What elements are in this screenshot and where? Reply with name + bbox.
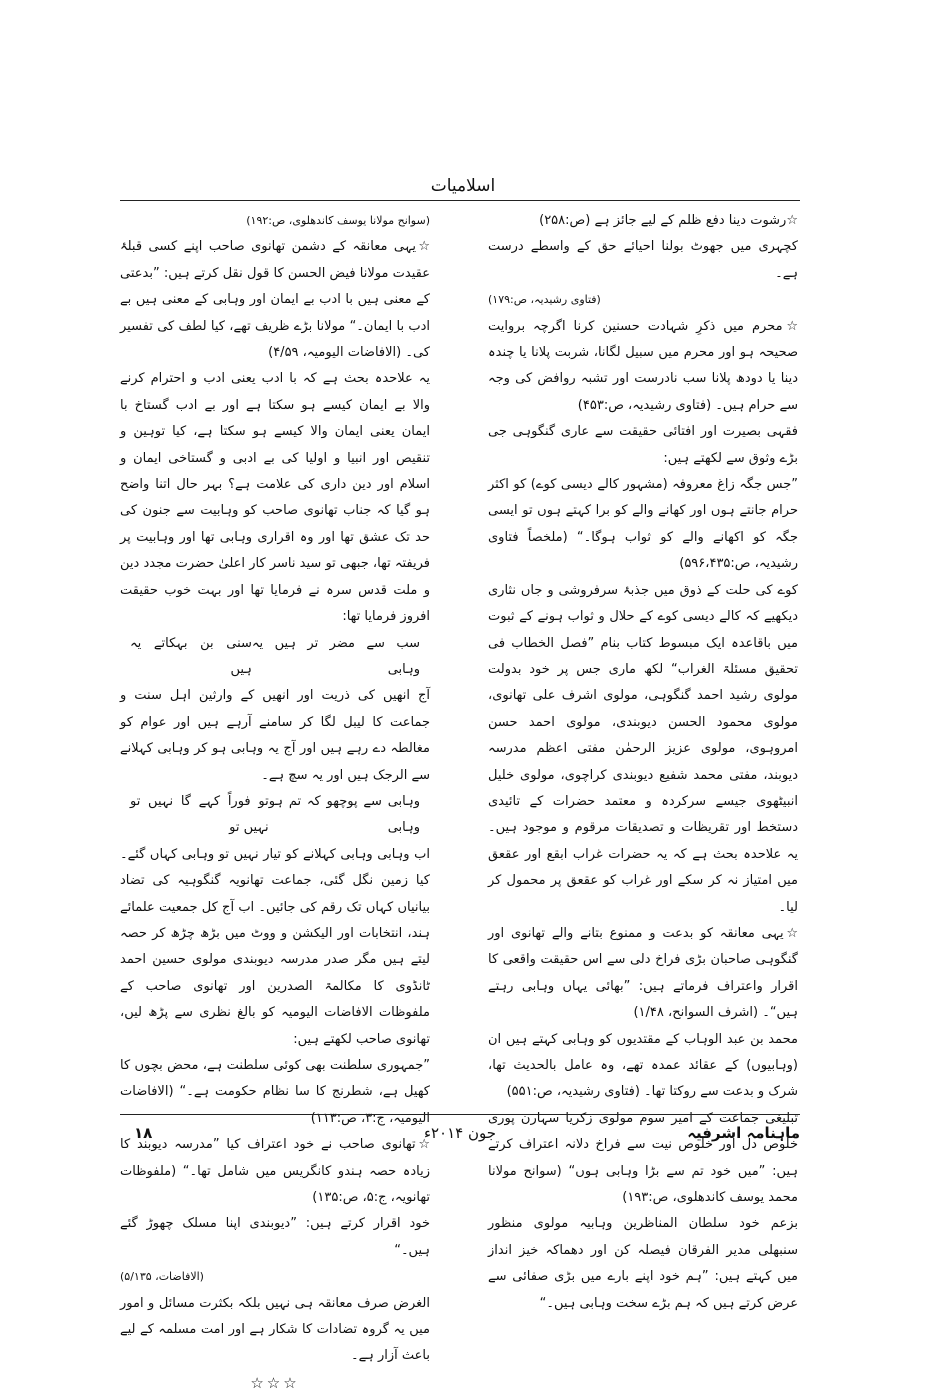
right-paragraph: ☆رشوت دینا دفع ظلم کے لیے جائز ہے (ص:۲۵۸) bbox=[539, 213, 798, 228]
left-quote: ”جمہوری سلطنت بھی کوئی سلطنت ہے، محض بچوں کا کھیل ہے، شطرنج کا سا نظام حکومت ہے۔“ (الافاضات الیومیہ، ج:۳، ص:۱۱۳) bbox=[120, 1058, 430, 1126]
couplet-second-hemistich: سنی بن بہکاتے یہ ہیں bbox=[130, 635, 252, 677]
left-paragraph: ☆یہی معانقہ کے دشمن تھانوی صاحب اپنے کسی قبلۂ عقیدت مولانا فیض الحسن کا قول نقل کرتے ہیں: ”بدعتی کے معنی ہیں با ادب بے ایمان اور وہابی کے معنی ہیں بے ادب با ایمان۔“ مولانا بڑے ظریف تھے، کیا لطف کی تفسیر کی۔ (الافاضات الیومیہ، ۴/۵۹) bbox=[120, 239, 430, 361]
right-paragraph: تبلیغی جماعت کے امیر سوم مولوی زکریا سہارن پوری خلوص دل اور خلوص نیت سے فراخ دلانہ اعتراف کرتے ہیں: ”میں خود تم سے بڑا وہابی ہوں“ (سوانح مولانا محمد یوسف کاندھلوی، ص:۱۹۳) bbox=[488, 1110, 798, 1206]
left-citation: (الافاضات، ۵/۱۳۵) bbox=[120, 1270, 204, 1284]
left-top-citation: (سوانح مولانا یوسف کاندھلوی، ص:۱۹۲) bbox=[246, 214, 430, 227]
right-paragraph: ☆یہی معانقہ کو بدعت و ممنوع بتانے والے تھانوی اور گنگوہی صاحبان بڑی فراخ دلی سے اس حقیقت واقعی کا اقرار واعتراف فرماتے ہیں: ”بھائی یہاں وہابی رہتے ہیں“۔ (اشرف السوانح، ۱/۴۸) bbox=[488, 925, 798, 1021]
couplet bbox=[120, 789, 430, 842]
issue-date: جون ۲۰۱۴ء bbox=[423, 1124, 497, 1142]
page-number: ۱۸ bbox=[134, 1124, 153, 1142]
page-footer bbox=[120, 1124, 800, 1150]
left-paragraph: خود اقرار کرتے ہیں: ”دیوبندی اپنا مسلک چھوڑ گئے ہیں۔“ bbox=[120, 1216, 430, 1258]
footer-rule bbox=[120, 1114, 800, 1115]
right-quote: ”جس جگہ زاغ معروفہ (مشہور کالے دیسی کوے) کو اکثر حرام جانتے ہوں اور کھانے والے کو برا کہتے ہوں تو ایسی جگہ کو اکھانے والے کو ثواب ہوگا۔“ (ملخصاً فتاوی رشیدیہ، ص:۵۹۶،۴۳۵) bbox=[488, 477, 798, 572]
right-paragraph: محمد بن عبد الوہاب کے مقتدیوں کو وہابی کہتے ہیں ان (وہابیوں) کے عقائد عمدہ تھے، وہ عامل بالحدیث تھا، شرک و بدعت سے روکتا تھا۔ (فتاوی رشیدیہ، ص:۵۵۱) bbox=[488, 1031, 798, 1100]
running-header: اسلامیات bbox=[430, 176, 496, 196]
couplet-first-hemistich: سب سے مضر تر ہیں یہ وہابی bbox=[251, 635, 420, 677]
right-paragraph: ☆محرم میں ذکرِ شہادت حسنین کرنا اگرچہ بروایت صحیحہ ہو اور محرم میں سبیل لگانا، شربت پلانا یا چندہ دینا یا دودھ پلانا سب نادرست اور تشبہ روافض کی وجہ سے حرام ہیں۔ (فتاوی رشیدیہ، ص:۴۵۳) bbox=[488, 318, 798, 413]
couplet-first-hemistich: وہابی سے پوچھو کہ تم ہو وہابی bbox=[268, 793, 420, 836]
right-paragraph: کوے کی حلت کے ذوق میں جذبۂ سرفروشی و جاں نثاری دیکھیے کہ کالے دیسی کوے کے حلال و ثواب ہونے کے ثبوت میں باقاعدہ ایک مبسوط کتاب بنام ”فصل الخطاب فی تحقیق مسئلۃ الغراب“ لکھ ماری جس پر خود بدولت مولوی رشید احمد گنگوہی، مولوی اشرف علی تھانوی، مولوی محمود الحسن دیوبندی، مولوی احمد حسن امروہوی، مولوی عزیز الرحمٰن مفتی اعظم مدرسہ دیوبند، مفتی محمد شفیع دیوبندی کراچوی، مولوی خلیل انبیٹھوی جیسے سرکردہ و معتمد حضرات کے تائیدی دستخط اور تقریظات و تصدیقات مرقوم و موجود ہیں۔ یہ علاحدہ بحث ہے کہ یہ حضرات غراب ابقع اور عقعق میں امتیاز نہ کر سکے اور غراب کو عقعق پر محمول کر لیا۔ bbox=[488, 582, 798, 915]
right-column bbox=[488, 208, 798, 1317]
left-paragraph: یہ علاحدہ بحث ہے کہ با ادب یعنی ادب و احترام کرنے والا بے ایمان کیسے ہو سکتا ہے اور بے ادب گستاخ با ایمان یعنی ایمان والا کیسے ہو سکتا ہے، کیا توہین و تنقیص اور انبیا و اولیا کی بے ادبی و گستاخی ایمان و اسلام اور دین داری کی علامت ہے؟ بہر حال اتنا واضح ہو گیا کہ جناب تھانوی صاحب کو وہابیت سے جنون کی حد تک عشق تھا اور وہ اقراری وہابی تھا اور وہابیت پر فریفتہ تھا، جبھی تو سید ناسر کار اعلیٰ حضرت مجدد دین و ملت قدس سرہ نے فرمایا تھا اور بہت خوب حقیقت افروز فرمایا تھا: bbox=[120, 371, 430, 625]
right-citation: (فتاوی رشیدیہ، ص:۱۷۹) bbox=[488, 293, 601, 307]
left-paragraph: ☆تھانوی صاحب نے خود اعتراف کیا ”مدرسہ دیوبند کا زیادہ حصہ ہندو کانگریس میں شامل تھا۔“ (ملفوظات تھانویہ، ج:۵، ص:۱۳۵) bbox=[120, 1137, 430, 1206]
left-paragraph: اب وہابی وہابی کہلانے کو تیار نہیں تو وہابی کہاں گئے۔ کیا زمین نگل گئی، جماعت تھانویہ گنگوہیہ کی تضاد بیانیاں کہاں تک رقم کی جائیں۔ اب آج کل جمعیت علمائے ہند، انتخابات اور الیکشن و ووٹ میں بڑھ چڑھ کر حصہ لیتے ہیں مگر صدر مدرسہ دیوبندی مولوی حسین احمد ٹانڈوی کا مکالمۃ الصدرین اور تھانوی صاحب کے ملفوظات الافاضات الیومیہ کو بالغ نظری سے پڑھ لیں، تھانوی صاحب لکھتے ہیں: bbox=[120, 846, 430, 1047]
header-rule bbox=[120, 200, 800, 201]
right-paragraph: بزعم خود سلطان المناظرین وہابیہ مولوی منظور سنبھلی مدیر الفرقان فیصلہ کن اور دھماکہ خیز انداز میں کہتے ہیں: ”ہم خود اپنے بارے میں بڑی صفائی سے عرض کرتے ہیں کہ ہم بڑے سخت وہابی ہیں۔“ bbox=[488, 1216, 798, 1311]
couplet-second-hemistich: تو فوراً کہے گا نہیں تو نہیں تو bbox=[130, 793, 269, 836]
left-paragraph: آج انھیں کی ذریت اور انھیں کے وارثین اہل سنت و جماعت کا لیبل لگا کر سامنے آرہے ہیں اور عوام کو مغالطہ دے رہے ہیں اور آج یہ وہابی ہو کر وہابی کہلانے سے الرجک ہیں اور یہ سچ ہے۔ bbox=[120, 688, 430, 783]
right-paragraph: کچہری میں جھوٹ بولنا احیائے حق کے واسطے درست ہے۔ bbox=[488, 239, 798, 281]
left-column bbox=[120, 208, 430, 1396]
publication-name: ماہنامہ اشرفیہ bbox=[687, 1124, 800, 1142]
left-closing-paragraph: الغرض صرف معانقہ ہی نہیں بلکہ بکثرت مسائل و امور میں یہ گروہ تضادات کا شکار ہے اور امت مسلمہ کے لیے باعث آزار ہے۔ bbox=[120, 1295, 430, 1364]
right-paragraph: فقہی بصیرت اور افتائی حقیقت سے عاری گنگوہی جی بڑے وثوق سے لکھتے ہیں: bbox=[488, 424, 798, 466]
section-end-stars: ☆☆☆ bbox=[250, 1373, 300, 1392]
couplet bbox=[120, 631, 430, 684]
